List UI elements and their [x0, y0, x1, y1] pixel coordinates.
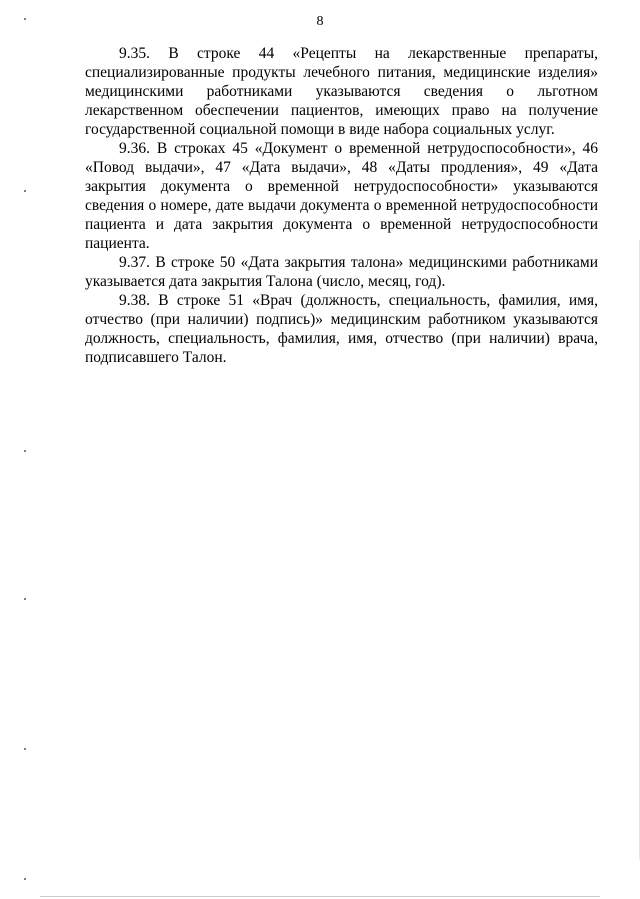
scan-dot: [24, 598, 26, 600]
paragraph-9-36: 9.36. В строках 45 «Документ о временной нетрудоспособности», 46 «Повод выдачи», 47 «Дата выдачи», 48 «Даты продления», 49 «Дата закрытия документа о временной нетрудоспособности» указываются сведения о номере, дате выдачи документа о временной нетрудоспособности пациента и дата закрытия документа о временной нетрудоспособности пациента.: [85, 140, 598, 252]
page-number: 8: [316, 14, 324, 29]
scan-dot: [24, 18, 26, 20]
paragraph-9-35: 9.35. В строке 44 «Рецепты на лекарственные препараты, специализированные продукты лечебного питания, медицинские изделия» медицинскими работниками указываются сведения о льготном лекарственном обеспечении пациентов, имеющих право на получение государственной социальной помощи в виде набора социальных услуг.: [85, 45, 598, 138]
scan-dot: [24, 748, 26, 750]
scan-dot: [24, 190, 26, 192]
document-body: [85, 44, 598, 367]
scan-dot: [24, 878, 26, 880]
scan-bottom-line: [40, 896, 600, 897]
paragraph-9-38: 9.38. В строке 51 «Врач (должность, специальность, фамилия, имя, отчество (при наличии) подпись)» медицинским работником указываются должность, специальность, фамилия, имя, отчество (при наличии) врача, подписавшего Талон.: [85, 292, 598, 366]
paragraph-9-37: 9.37. В строке 50 «Дата закрытия талона» медицинскими работниками указывается дата закрытия Талона (число, месяц, год).: [85, 254, 598, 290]
scan-dot: [24, 450, 26, 452]
